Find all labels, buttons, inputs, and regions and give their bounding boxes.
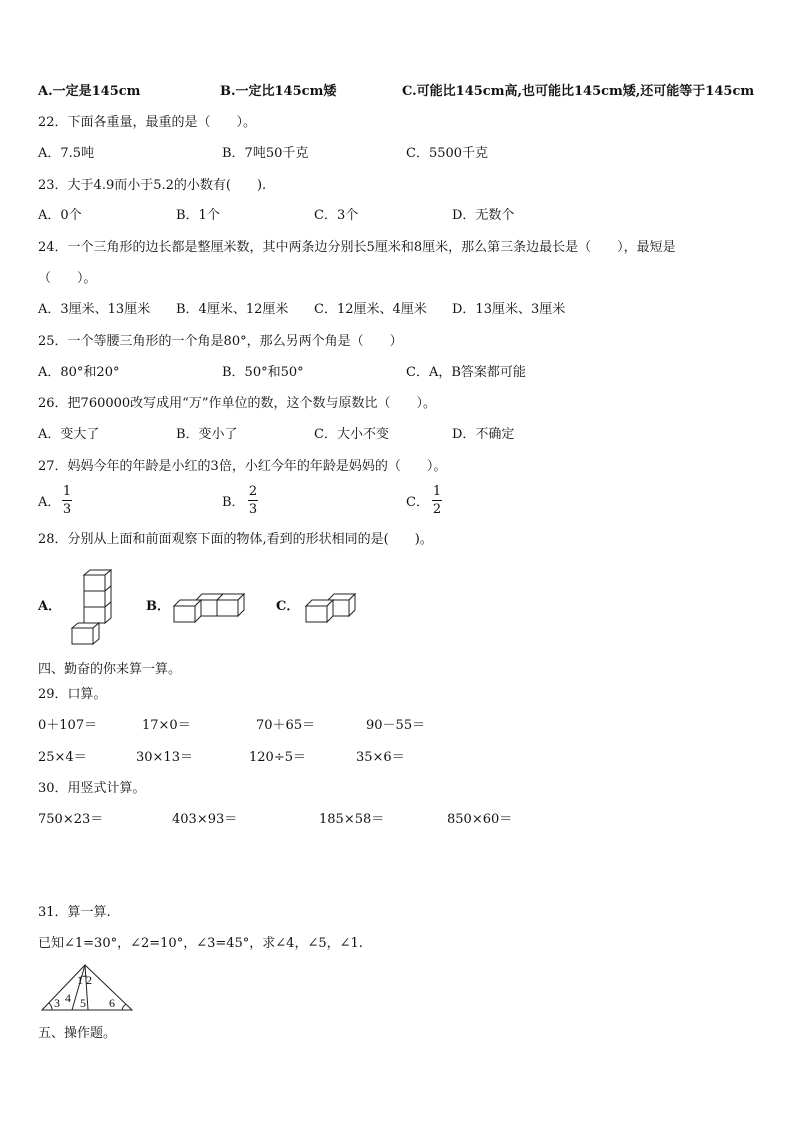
q23-stem: 23．大于4.9而小于5.2的小数有( ). — [38, 178, 267, 193]
angle-label-5: 5 — [80, 996, 86, 1010]
fraction-bar — [248, 500, 258, 501]
q26-option-a: A．变大了 — [38, 427, 100, 442]
q25-option-a: A．80°和20° — [38, 365, 120, 380]
q28-option-b-label: B． — [146, 599, 170, 614]
q28-option-a-label: A． — [38, 599, 62, 614]
q25-option-b: B．50°和50° — [222, 365, 304, 380]
q23-option-b: B．1个 — [176, 208, 220, 223]
cube-stack-a-figure — [66, 570, 116, 646]
cube-pair-c-figure — [304, 594, 356, 626]
q24-option-c: C．12厘米、4厘米 — [314, 302, 427, 317]
fraction-denominator: 3 — [62, 502, 72, 517]
q28-option-c-label: C． — [276, 599, 300, 614]
q26-option-c: C．大小不变 — [314, 427, 389, 442]
q21-option-a: A.一定是145cm — [38, 84, 141, 99]
fraction-numerator: 1 — [62, 484, 72, 499]
fraction-denominator: 3 — [248, 502, 258, 517]
q23-option-a: A．0个 — [38, 208, 82, 223]
angle-label-2: 2 — [86, 973, 92, 987]
fraction-bar — [62, 500, 72, 501]
q29-item: 17×0＝ — [142, 718, 191, 733]
q27-stem: 27．妈妈今年的年龄是小红的3倍，小红今年的年龄是妈妈的（ ）。 — [38, 459, 447, 474]
q29-item: 120÷5＝ — [249, 750, 306, 765]
q29-item: 35×6＝ — [356, 750, 405, 765]
q29-item: 70＋65＝ — [256, 718, 316, 733]
triangle-angle-figure — [40, 964, 140, 1012]
q22-option-a: A．7.5吨 — [38, 146, 95, 161]
q24-option-d: D．13厘米、3厘米 — [452, 302, 566, 317]
cube-row-b-figure — [172, 594, 244, 626]
q30-item: 403×93＝ — [172, 812, 238, 827]
fraction-numerator: 2 — [248, 484, 258, 499]
q30-stem: 30．用竖式计算。 — [38, 781, 146, 796]
fraction-denominator: 2 — [432, 502, 442, 517]
q25-option-c: C．A，B答案都可能 — [406, 365, 526, 380]
q27-option-a-fraction — [62, 484, 72, 517]
q27-option-b-label: B． — [222, 495, 245, 510]
q21-option-c: C.可能比145cm高,也可能比145cm矮,还可能等于145cm — [402, 84, 755, 99]
q24-option-b: B．4厘米、12厘米 — [176, 302, 289, 317]
angle-label-6: 6 — [109, 996, 115, 1010]
q24-stem-line2: （ ）。 — [38, 271, 97, 286]
q31-given: 已知∠1=30°，∠2=10°，∠3=45°，求∠4，∠5，∠1. — [38, 936, 363, 951]
q27-option-b-fraction — [248, 484, 258, 517]
q30-item: 185×58＝ — [319, 812, 385, 827]
q29-item: 25×4＝ — [38, 750, 87, 765]
q29-item: 90－55＝ — [366, 718, 426, 733]
q26-option-d: D．不确定 — [452, 427, 515, 442]
fraction-numerator: 1 — [432, 484, 442, 499]
angle-label-3: 3 — [54, 996, 60, 1010]
q28-stem: 28．分别从上面和前面观察下面的物体,看到的形状相同的是( )。 — [38, 532, 433, 547]
q22-stem: 22．下面各重量，最重的是（ ）。 — [38, 115, 257, 130]
q24-stem-line1: 24．一个三角形的边长都是整厘米数，其中两条边分别长5厘米和8厘米，那么第三条边最长是（ ），最短是 — [38, 240, 676, 255]
q24-option-a: A．3厘米、13厘米 — [38, 302, 151, 317]
q23-option-c: C．3个 — [314, 208, 359, 223]
q27-option-a-label: A． — [38, 495, 61, 510]
q29-item: 30×13＝ — [136, 750, 193, 765]
q23-option-d: D．无数个 — [452, 208, 515, 223]
q29-stem: 29．口算。 — [38, 687, 107, 702]
q31-stem: 31．算一算. — [38, 905, 111, 920]
q26-option-b: B．变小了 — [176, 427, 238, 442]
q27-option-c-label: C． — [406, 495, 429, 510]
angle-label-4: 4 — [65, 991, 71, 1005]
q25-stem: 25．一个等腰三角形的一个角是80°，那么另两个角是（ ） — [38, 334, 403, 349]
q21-option-b: B.一定比145cm矮 — [220, 84, 337, 99]
q30-item: 850×60＝ — [447, 812, 513, 827]
q29-item: 0＋107＝ — [38, 718, 98, 733]
q22-option-b: B．7吨50千克 — [222, 146, 309, 161]
q27-option-c-fraction — [432, 484, 442, 517]
fraction-bar — [432, 500, 442, 501]
section-4-title: 四、勤奋的你来算一算。 — [38, 662, 182, 677]
angle-label-1: 1 — [77, 973, 83, 987]
section-5-title: 五、操作题。 — [38, 1026, 117, 1041]
q26-stem: 26．把760000改写成用“万”作单位的数，这个数与原数比（ ）。 — [38, 396, 436, 411]
q30-item: 750×23＝ — [38, 812, 104, 827]
q22-option-c: C．5500千克 — [406, 146, 489, 161]
